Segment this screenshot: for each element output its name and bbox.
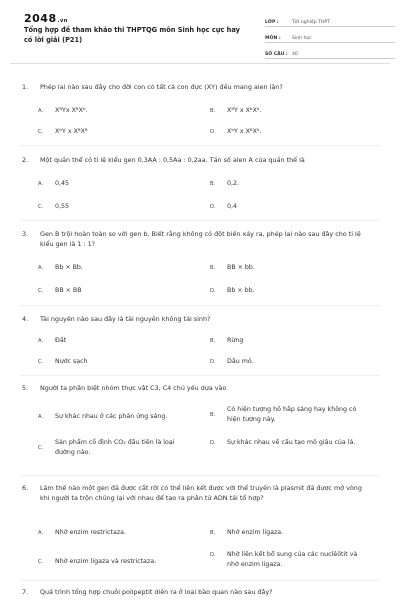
question-stem [10,383,390,393]
meta-label: SỐ CÂU : [265,52,288,57]
option-text: 0,2. [227,180,240,187]
question-divider [20,145,380,146]
question-4 [10,314,390,365]
option-text: 0,55 [55,203,70,210]
document-meta [265,14,395,62]
option-text: XᵇY x XᴮXᴮ [55,128,88,135]
meta-label: MÔN : [265,36,281,41]
option-text: Có hiện tượng hô hấp sáng hay không có hiện tượng này. [227,406,357,423]
option-d[interactable] [210,202,370,212]
option-b[interactable] [210,106,370,116]
question-number: 5. [22,384,29,392]
option-text: XᴮYx XᴮXᵇ. [55,107,88,114]
option-letter: A. [38,181,44,187]
option-a[interactable] [38,263,188,273]
option-b[interactable] [210,336,370,346]
meta-label: LỚP : [265,20,279,25]
option-letter: D. [210,440,216,446]
option-text: 0,4 [227,203,238,210]
question-text: Phép lai nào sau đây cho đời con có tất cả con đực (XY) đều mang alen lặn? [40,83,283,91]
question-stem [10,483,390,503]
question-divider [20,475,380,476]
option-text: XᴮY x XᵇXᵇ. [227,107,262,114]
option-letter: B. [210,530,216,536]
option-c[interactable] [38,202,188,212]
question-stem [10,155,390,165]
question-3 [10,229,390,294]
option-a[interactable] [38,179,188,189]
question-number: 3. [22,230,29,238]
option-text: Nhờ enzim ligaza. [227,529,284,536]
meta-row-class [265,14,395,27]
option-text: Rừng [227,337,244,344]
option-text: 0,45 [55,180,70,187]
option-text: Đất [55,337,67,344]
option-letter: C. [38,445,44,451]
question-text: Quá trình tổng hợp chuỗi polipeptit diễn ra ở loại bào quan nào sau đây? [40,588,273,596]
option-d[interactable] [210,286,370,296]
option-letter: C. [38,129,44,135]
option-letter: D. [210,129,216,135]
option-a[interactable] [38,528,198,538]
option-text: Sự khác nhau về cấu tạo mô giậu của lá. [227,439,356,446]
option-letter: A. [38,530,44,536]
document-header [10,0,390,57]
option-b[interactable] [210,179,370,189]
option-text: Bb × Bb. [55,264,83,271]
option-letter: B. [210,181,216,187]
option-text: Sự khác nhau ở các phản ứng sáng. [55,413,168,420]
question-text: Một quần thể có tỉ lệ kiểu gen 0,3AA : 0,5Aa : 0,2aa. Tần số alen A của quần thể là [40,156,305,164]
option-c[interactable] [38,286,188,296]
option-letter: D. [210,204,216,210]
option-text: Nhờ enzim restrictaza. [55,529,126,536]
option-b[interactable] [210,405,360,425]
option-letter: B. [210,338,216,344]
question-divider [20,580,380,581]
meta-value: Tốt nghiệp THPT [292,20,330,25]
option-text: Nước sạch [55,358,88,365]
option-text: BB × bb. [227,264,255,271]
question-text: Người ta phân biệt nhóm thực vật C3, C4 chủ yếu dựa vào [40,384,227,392]
question-5 [10,383,390,456]
option-text: Nhờ liên kết bổ sung của các nuclêôtit và nhờ enzim ligaza. [227,551,358,568]
option-c[interactable] [38,438,178,458]
option-d[interactable] [210,357,370,367]
option-text: XᵇY x XᴮXᵇ. [227,128,262,135]
option-text: Nhờ enzim ligaza và restrictaza. [55,558,157,565]
option-c[interactable] [38,557,203,567]
option-letter: C. [38,359,44,365]
option-d[interactable] [210,438,360,448]
option-letter: D. [210,552,216,558]
option-c[interactable] [38,357,188,367]
option-letter: A. [38,265,44,271]
question-1 [10,82,390,135]
option-d[interactable] [210,127,370,137]
question-number: 2. [22,156,29,164]
question-text: Tài nguyên nào sau đây là tài nguyên không tái sinh? [40,315,211,323]
option-letter: C. [38,559,44,565]
question-2 [10,155,390,210]
option-letter: D. [210,288,216,294]
option-a[interactable] [38,106,188,116]
option-text: Dầu mỏ. [227,358,254,365]
option-letter: A. [38,414,44,420]
option-a[interactable] [38,336,188,346]
option-c[interactable] [38,127,188,137]
question-7 [10,587,390,597]
option-text: Bb × bb. [227,287,255,294]
option-letter: C. [38,204,44,210]
question-6 [10,483,390,568]
option-text: BB × BB [55,287,82,294]
option-a[interactable] [38,412,213,422]
option-letter: C. [38,288,44,294]
question-number: 6. [22,484,29,492]
question-divider [20,375,380,376]
question-text: Làm thế nào một gen đã được cắt rời có thể liên kết được với thể truyền là plasmit đã được mở vòng khi người ta trộn chúng lại với nhau để tạo ra phân tử ADN tái tổ hợp? [40,484,362,502]
option-letter: A. [38,108,44,114]
meta-row-subject [265,30,395,43]
option-d[interactable] [210,550,365,570]
option-b[interactable] [210,263,370,273]
header-divider [10,63,390,64]
meta-value: Sinh học [292,36,312,41]
question-divider [20,220,380,221]
question-stem [10,314,390,324]
option-letter: D. [210,359,216,365]
option-letter: B. [210,412,216,418]
option-letter: B. [210,108,216,114]
question-stem [10,82,390,92]
site-logo[interactable]: 2048.vn [24,12,68,25]
option-b[interactable] [210,528,370,538]
meta-value: 40 [292,52,298,57]
option-text: Sản phẩm cố định CO₂ đầu tiên là loại đường nào. [55,439,175,456]
question-divider [20,305,380,306]
option-letter: B. [210,265,216,271]
question-number: 1. [22,83,29,91]
document-title: Tổng hợp đề tham khảo thi THPTQG môn Sinh học cực hay có lời giải (P21) [24,26,240,44]
meta-row-question-count [265,46,395,59]
option-letter: A. [38,338,44,344]
question-text: Gen B trội hoàn toàn so với gen b, Biết rằng không có đột biến xảy ra, phép lai nào sau đây cho tỉ lệ kiểu gen là 1 : 1? [40,230,361,248]
question-stem [10,587,390,597]
question-stem [10,229,390,249]
question-number: 7. [22,588,29,596]
question-number: 4. [22,315,29,323]
